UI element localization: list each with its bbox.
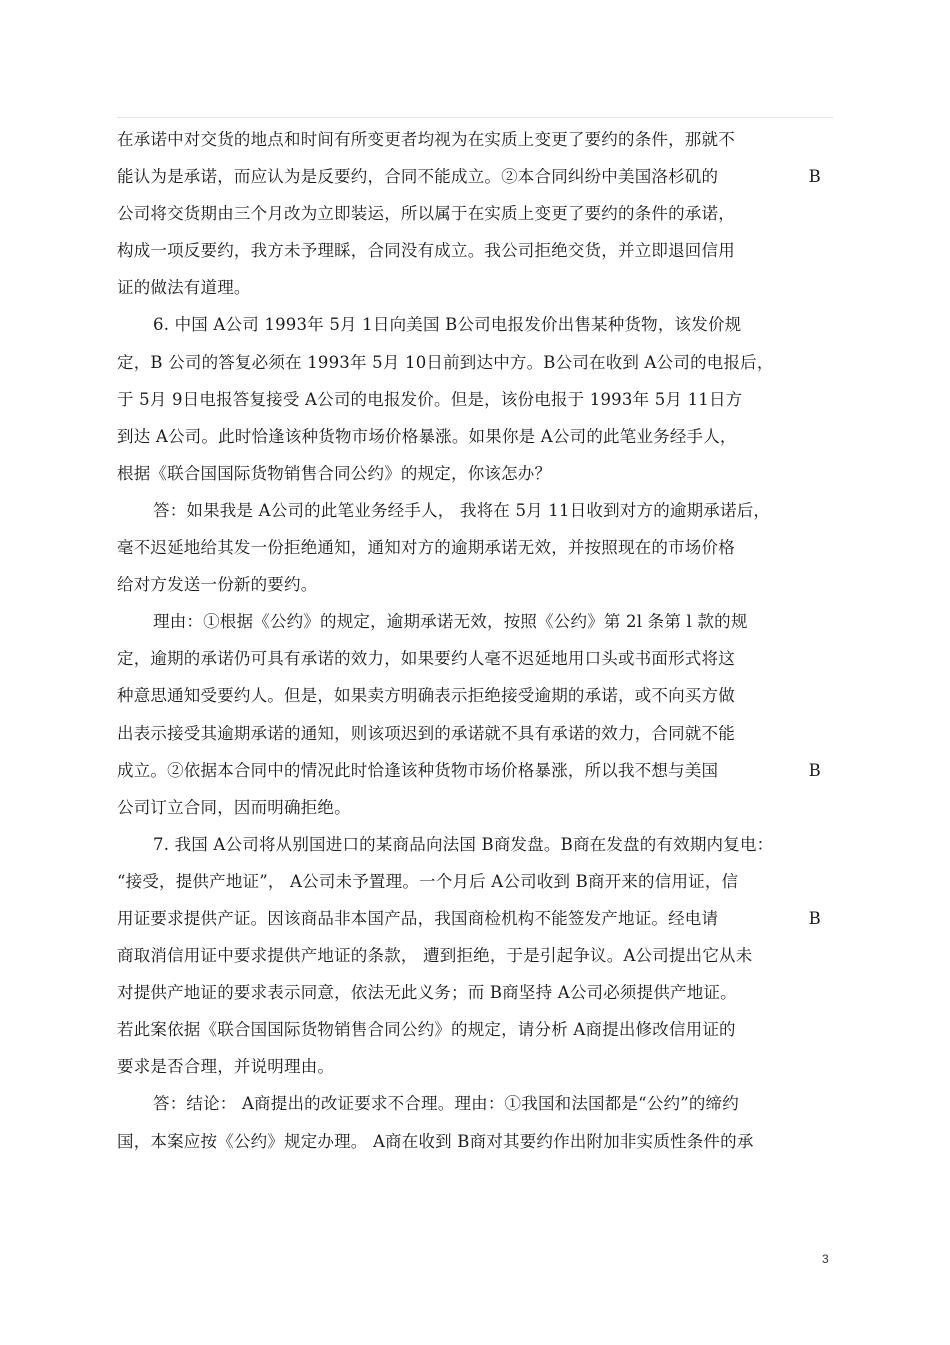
- text-line: [117, 492, 837, 529]
- page-top-rule: [117, 117, 833, 118]
- text-line: [117, 1085, 837, 1122]
- text-line-content: 国，本案应按《公约》规定办理。 A商在收到 B商对其要约作出附加非实质性条件的承: [117, 1131, 754, 1151]
- text-line-content: 在承诺中对交货的地点和时间有所变更者均视为在实质上变更了要约的条件，那就不: [117, 130, 735, 149]
- text-line: [117, 640, 837, 677]
- text-line-content: 定，B 公司的答复必须在 1993年 5月 10日前到达中方。B公司在收到 A公司的电报后，: [117, 352, 774, 372]
- text-line-content: 定，逾期的承诺仍可具有承诺的效力，如果要约人毫不迟延地用口头或书面形式将这: [117, 649, 735, 669]
- text-line: [117, 863, 837, 900]
- text-line: [117, 1048, 837, 1085]
- text-line: [117, 752, 837, 789]
- text-line-content: 证的做法有道理。: [117, 278, 251, 298]
- text-line: [117, 529, 837, 566]
- text-line: [117, 974, 837, 1011]
- text-line-content: 于 5月 9日电报答复接受 A公司的电报发价。但是，该份电报于 1993年 5月 11日方: [117, 389, 743, 409]
- text-line: [117, 381, 837, 418]
- text-line-content: 6. 中国 A公司 1993年 5月 1日向美国 B公司电报发价出售某种货物，该发价规: [153, 315, 742, 335]
- text-line: [117, 603, 837, 640]
- text-line-trailing-letter: B: [808, 760, 821, 780]
- document-body: [117, 121, 837, 1160]
- text-line-content: 构成一项反要约，我方未予理睬，合同没有成立。我公司拒绝交货，并立即退回信用: [117, 241, 735, 261]
- text-line-content: 根据《联合国国际货物销售合同公约》的规定，你该怎办？: [117, 463, 552, 483]
- text-line: [117, 121, 837, 158]
- text-line-content: 成立。②依据本合同中的情况此时恰逢该种货物市场价格暴涨，所以我不想与美国: [117, 760, 719, 780]
- text-line-content: 理由：①根据《公约》的规定，逾期承诺无效，按照《公约》第 2l 条第 l 款的规: [153, 612, 748, 632]
- text-line: [117, 306, 837, 343]
- text-line-content: 给对方发送一份新的要约。: [117, 575, 318, 595]
- text-line: [117, 344, 837, 381]
- text-line-content: 种意思通知受要约人。但是，如果卖方明确表示拒绝接受逾期的承诺，或不向买方做: [117, 686, 735, 706]
- text-line: [117, 232, 837, 269]
- text-line-content: 商取消信用证中要求提供产地证的条款， 遭到拒绝，于是引起争议。A公司提出它从未: [117, 946, 753, 966]
- text-line: [117, 677, 837, 714]
- text-line: [117, 900, 837, 937]
- text-line: [117, 566, 837, 603]
- text-line: [117, 1011, 837, 1048]
- text-line-content: 答：结论： A商提出的改证要求不合理。理由：①我国和法国都是“公约”的缔约: [153, 1094, 739, 1114]
- text-line: [117, 195, 837, 232]
- text-line: [117, 1123, 837, 1160]
- text-line-content: 若此案依据《联合国国际货物销售合同公约》的规定，请分析 A商提出修改信用证的: [117, 1020, 736, 1040]
- text-line: [117, 418, 837, 455]
- text-line-content: 毫不迟延地给其发一份拒绝通知，通知对方的逾期承诺无效，并按照现在的市场价格: [117, 538, 735, 558]
- text-line-content: 公司将交货期由三个月改为立即装运，所以属于在实质上变更了要约的条件的承诺，: [117, 204, 735, 224]
- text-line: [117, 826, 837, 863]
- text-line-content: 7. 我国 A公司将从别国进口的某商品向法国 B商发盘。B商在发盘的有效期内复电：: [153, 834, 774, 854]
- page-number: 3: [822, 1252, 829, 1266]
- text-line-content: 到达 A公司。此时恰逢该种货物市场价格暴涨。如果你是 A公司的此笔业务经手人，: [117, 426, 737, 446]
- text-line-content: 出表示接受其逾期承诺的通知，则该项迟到的承诺就不具有承诺的效力，合同就不能: [117, 723, 735, 743]
- text-line-content: “接受，提供产地证”， A公司未予置理。一个月后 A公司收到 B商开来的信用证，信: [117, 871, 739, 891]
- text-line: [117, 158, 837, 195]
- text-line-content: 公司订立合同，因而明确拒绝。: [117, 797, 351, 817]
- text-line-content: 答：如果我是 A公司的此笔业务经手人， 我将在 5月 11日收到对方的逾期承诺后，: [153, 500, 771, 520]
- text-line: [117, 455, 837, 492]
- text-line-content: 要求是否合理，并说明理由。: [117, 1057, 335, 1077]
- text-line: [117, 937, 837, 974]
- text-line-content: 用证要求提供产证。因该商品非本国产品，我国商检机构不能签发产地证。经电请: [117, 908, 719, 928]
- text-line: [117, 269, 837, 306]
- text-line: [117, 789, 837, 826]
- text-line-trailing-letter: B: [808, 167, 821, 187]
- text-line-content: 能认为是承诺，而应认为是反要约，合同不能成立。②本合同纠纷中美国洛杉矶的: [117, 167, 719, 187]
- text-line-content: 对提供产地证的要求表示同意，依法无此义务；而 B商坚持 A公司必须提供产地证。: [117, 983, 737, 1003]
- text-line-trailing-letter: B: [808, 908, 821, 928]
- text-line: [117, 715, 837, 752]
